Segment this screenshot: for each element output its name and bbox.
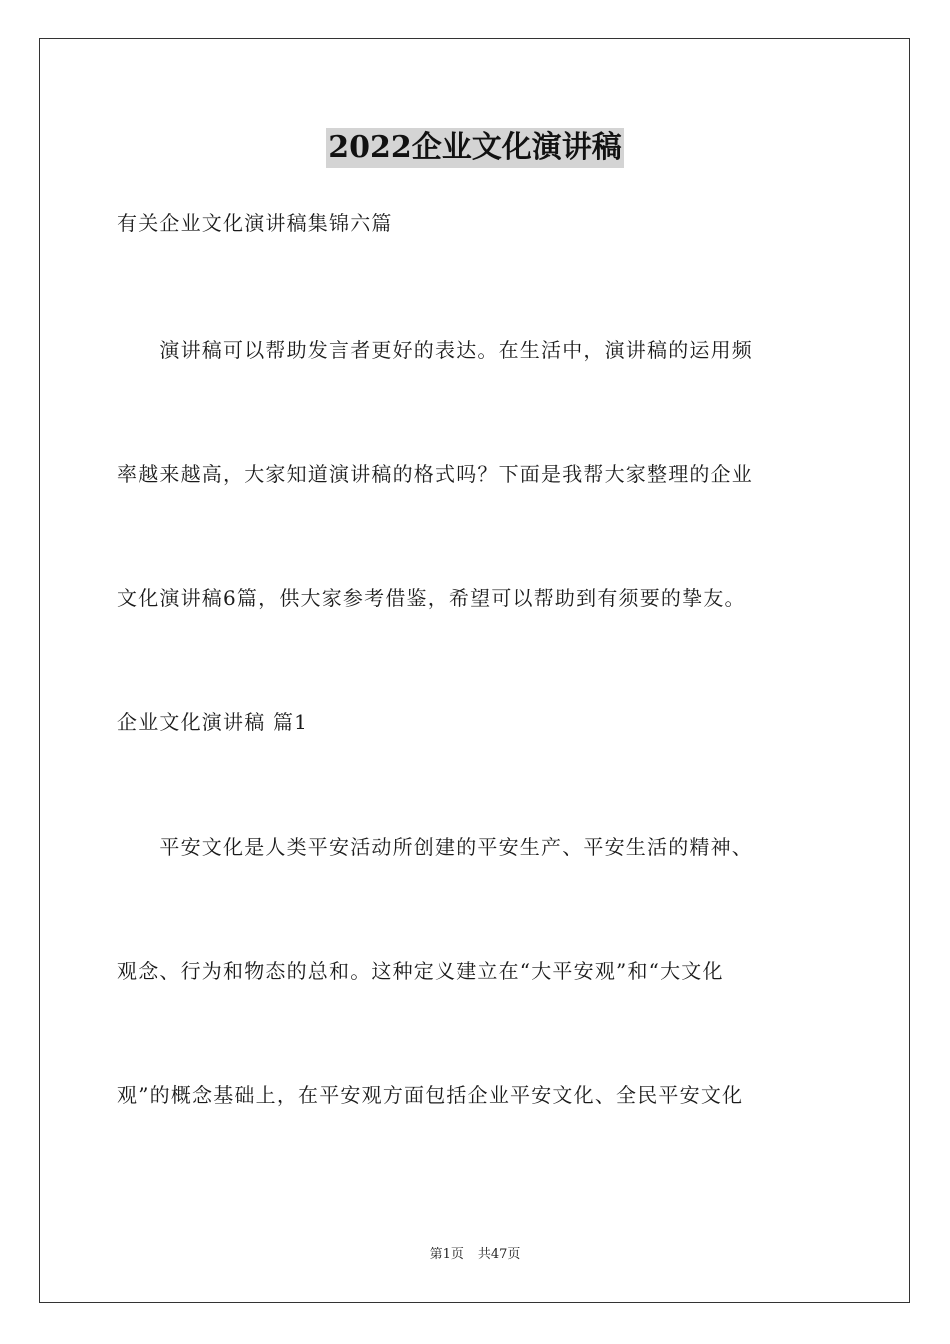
document-title: 2022企业文化演讲稿 — [326, 128, 624, 168]
paragraph-line: 率越来越高，大家知道演讲稿的格式吗？下面是我帮大家整理的企业 — [117, 462, 753, 486]
paragraph-line: 观念、行为和物态的总和。这种定义建立在“大平安观”和“大文化 — [117, 959, 724, 983]
paragraph-line: 观”的概念基础上，在平安观方面包括企业平安文化、全民平安文化 — [117, 1083, 744, 1107]
section-heading: 企业文化演讲稿 篇1 — [117, 710, 309, 734]
paragraph-line: 演讲稿可以帮助发言者更好的表达。在生活中，演讲稿的运用频 — [117, 338, 753, 362]
page-number: 第1页 — [429, 1247, 464, 1262]
paragraph-line: 平安文化是人类平安活动所创建的平安生产、平安生活的精神、 — [117, 835, 753, 859]
page-footer — [0, 1246, 950, 1264]
total-pages: 共47页 — [477, 1247, 521, 1262]
title-container — [0, 128, 950, 168]
subtitle-line: 有关企业文化演讲稿集锦六篇 — [117, 211, 393, 235]
paragraph-line: 文化演讲稿6篇，供大家参考借鉴，希望可以帮助到有须要的挚友。 — [117, 586, 746, 610]
